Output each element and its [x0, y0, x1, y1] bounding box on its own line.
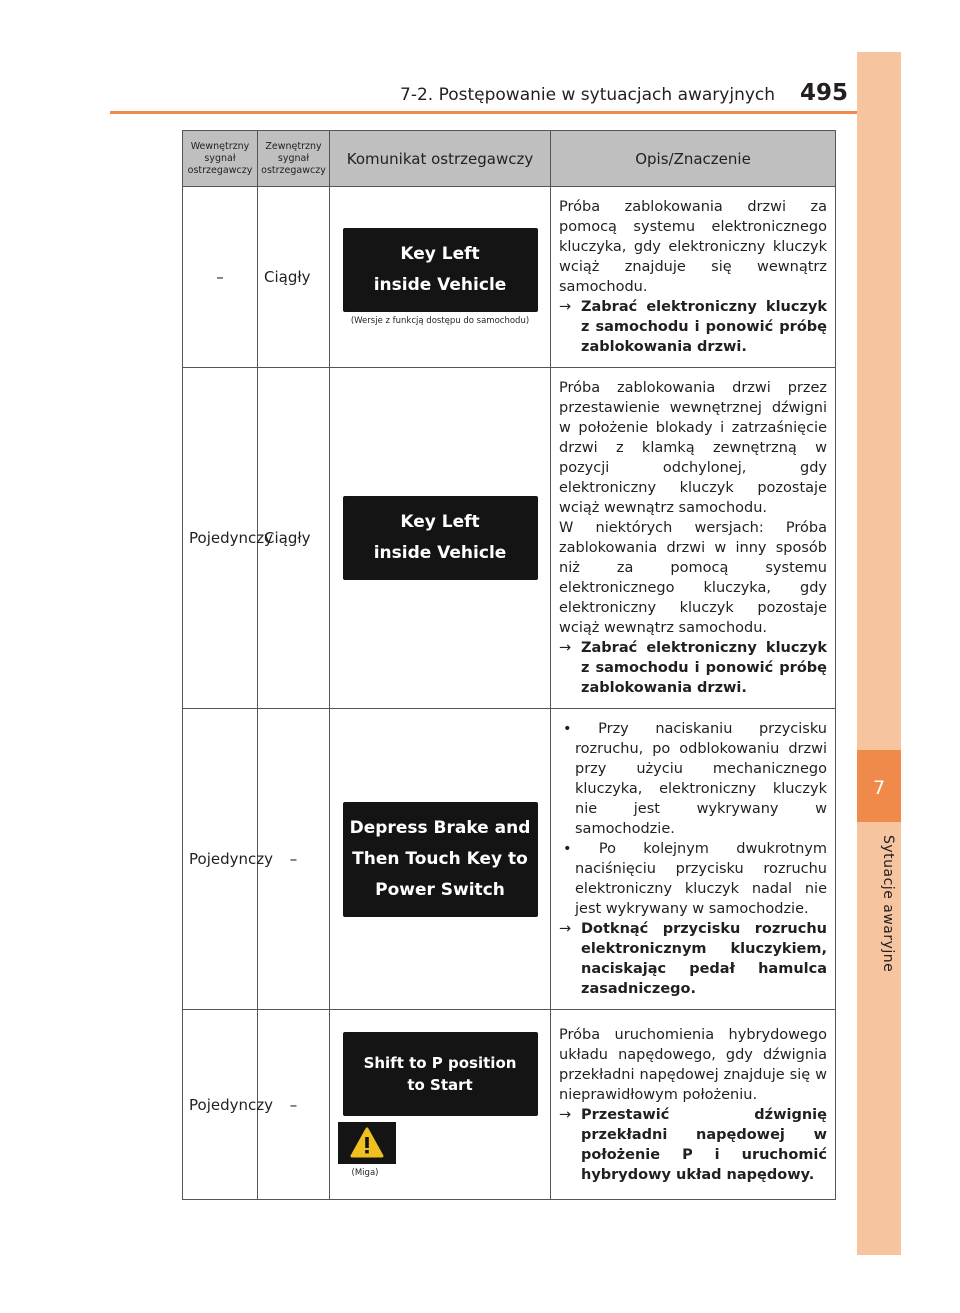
warning-display: [343, 496, 538, 580]
display-line: Shift to P position: [363, 1053, 517, 1072]
chapter-side-tab: [857, 52, 901, 1255]
description-text-2: W niektórych wersjach: Próba zablokowania drzwi w inny sposób niż za pomocą systemu elektronicznego kluczyka, gdy elektroniczny kluczyk pozostaje wciąż wewnątrz samochodu.: [559, 520, 827, 636]
display-caption: (Miga): [351, 1167, 379, 1178]
action-instruction: [559, 297, 827, 357]
arrow-icon: →: [559, 299, 572, 315]
action-text: Zabrać elektroniczny kluczyk z samochodu i ponowić próbę zablokowania drzwi.: [581, 299, 827, 355]
description-cell: [551, 187, 836, 368]
action-instruction: [559, 638, 827, 698]
arrow-icon: →: [559, 640, 572, 656]
display-line: Depress Brake and: [349, 817, 531, 838]
description-text: Próba zablokowania drzwi przez przestawienie wewnętrznej dźwigni w położenie blokady i zatrzaśnięcie drzwi z klamką zewnętrzną w pozycji odchylonej, gdy elektroniczny kluczyk pozostaje wciąż wewnątrz samochodu.: [559, 380, 827, 516]
description-cell: [551, 709, 836, 1010]
display-line: inside Vehicle: [373, 543, 507, 563]
message-cell: [330, 1010, 551, 1200]
section-title: 7-2. Postępowanie w sytuacjach awaryjnych: [400, 85, 776, 105]
warning-table: [182, 130, 836, 1200]
description-cell: [551, 1010, 836, 1200]
table-header-row: [183, 131, 836, 187]
action-text: Zabrać elektroniczny kluczyk z samochodu i ponowić próbę zablokowania drzwi.: [581, 640, 827, 696]
table-row: [183, 709, 836, 1010]
list-item: • Przy naciskaniu przycisku rozruchu, po odblokowaniu drzwi przy użyciu mechanicznego kluczyka, elektroniczny kluczyk nie jest wykrywany w samochodzie.: [563, 721, 828, 837]
description-text: Próba uruchomienia hybrydowego układu napędowego, gdy dźwignia przekładni napędowej znajduje się w nieprawidłowym położeniu.: [559, 1026, 827, 1103]
action-text: Dotknąć przycisku rozruchu elektronicznym kluczykiem, naciskając pedał hamulca zasadniczego.: [581, 921, 827, 997]
chapter-label: Sytuacje awaryjne: [880, 835, 896, 973]
display-line: Key Left: [400, 512, 480, 532]
col-header-internal: Wewnętrzny sygnał ostrzegawczy: [183, 131, 258, 187]
chapter-number: 7: [857, 750, 901, 822]
warning-display: [343, 228, 538, 312]
col-header-external: Zewnętrzny sygnał ostrzegawczy: [258, 131, 330, 187]
display-line: Power Switch: [375, 879, 505, 900]
external-signal: –: [258, 1010, 330, 1200]
display-caption: (Wersje z funkcją dostępu do samochodu): [350, 316, 530, 326]
external-signal: Ciągły: [258, 187, 330, 368]
action-instruction: [559, 919, 827, 999]
page-number: 495: [800, 80, 849, 106]
display-line: to Start: [407, 1075, 473, 1094]
message-cell: [330, 709, 551, 1010]
action-instruction: [559, 1105, 827, 1185]
bullet-text: Przy naciskaniu przycisku rozruchu, po odblokowaniu drzwi przy użyciu mechanicznego kluczyka, elektroniczny kluczyk nie jest wykrywany w samochodzie.: [575, 721, 828, 837]
bullet-text: Po kolejnym dwukrotnym naciśnięciu przycisku rozruchu elektroniczny kluczyk nadal nie jest wykrywany w samochodzie.: [575, 841, 828, 917]
col-header-description: Opis/Znaczenie: [551, 131, 836, 187]
warning-display: [343, 1032, 538, 1116]
internal-signal: –: [183, 187, 258, 368]
action-text: Przestawić dźwignię przekładni napędowej w położenie P i uruchomić hybrydowy układ napędowy.: [581, 1106, 827, 1183]
external-signal: Ciągły: [258, 368, 330, 709]
display-line: Key Left: [400, 244, 480, 264]
internal-signal: Pojedynczy: [183, 1010, 258, 1200]
description-cell: [551, 368, 836, 709]
description-text: Próba zablokowania drzwi za pomocą systemu elektronicznego kluczyka, gdy elektroniczny kluczyk wciąż znajduje się wewnątrz samochodu.: [559, 199, 827, 295]
arrow-icon: →: [559, 1106, 572, 1123]
table-row: [183, 368, 836, 709]
col-header-message: Komunikat ostrzegawczy: [330, 131, 551, 187]
external-signal: –: [258, 709, 330, 1010]
internal-signal: Pojedynczy: [183, 709, 258, 1010]
internal-signal: Pojedynczy: [183, 368, 258, 709]
warning-icon: [338, 1122, 396, 1164]
warning-display: [343, 802, 538, 917]
message-cell: [330, 368, 551, 709]
message-cell: [330, 187, 551, 368]
list-item: • Po kolejnym dwukrotnym naciśnięciu przycisku rozruchu elektroniczny kluczyk nadal nie jest wykrywany w samochodzie.: [563, 841, 828, 917]
table-row: [183, 1010, 836, 1200]
arrow-icon: →: [559, 921, 572, 937]
header-rule: [110, 111, 857, 114]
display-line: Then Touch Key to: [352, 848, 528, 869]
display-line: inside Vehicle: [373, 275, 507, 295]
table-row: [183, 187, 836, 368]
